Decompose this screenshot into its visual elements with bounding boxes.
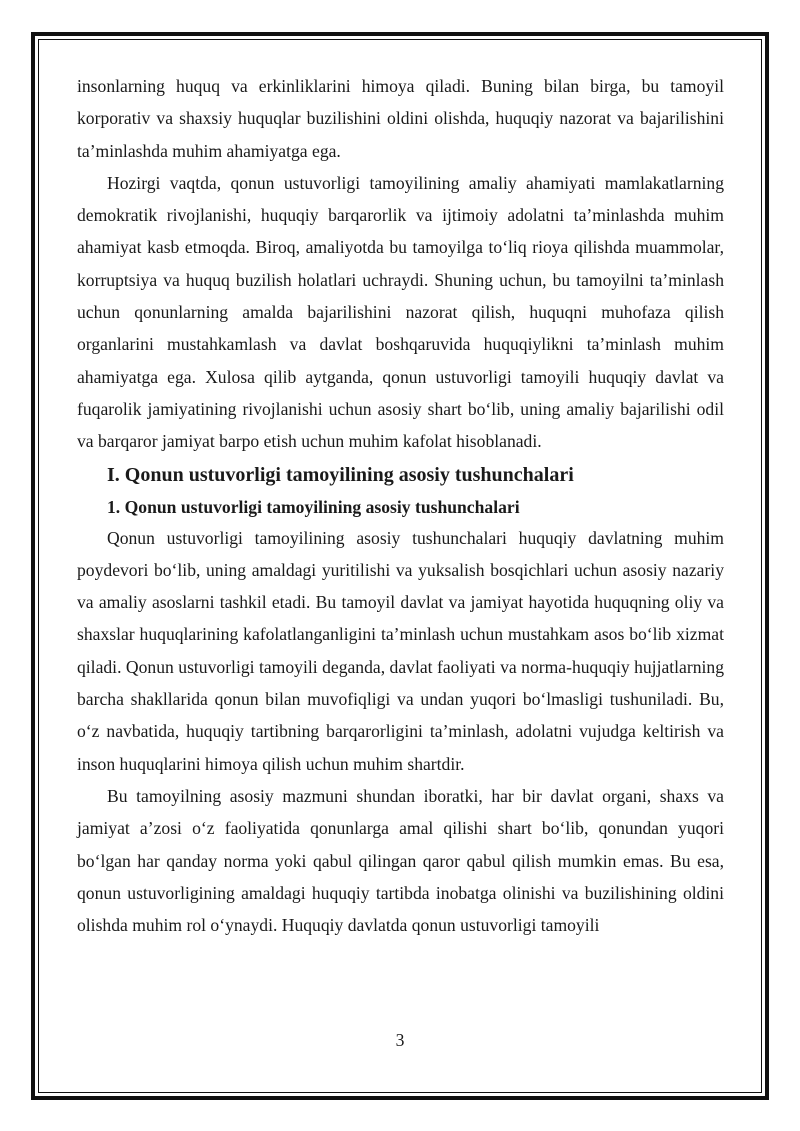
page-number: 3 bbox=[395, 1030, 405, 1050]
document-body bbox=[77, 70, 724, 941]
subsection-heading: 1. Qonun ustuvorligi tamoyilining asosiy tushunchalari bbox=[107, 496, 520, 517]
paragraph-essence: Bu tamoyilning asosiy mazmuni shundan iboratki, har bir davlat organi, shaxs va jamiyat a’zosi o‘z faoliyatida qonunlarga amal qilishi shart bo‘lib, qonundan yuqori bo‘lgan har qanday norma yoki qabul qilingan qaror qabul qilish mumkin emas. Bu esa, qonun ustuvorligining amaldagi huquqiy tartibda inobatga olinishi va buzilishining oldini olishda muhim rol o‘ynaydi. Huquqiy davlatda qonun ustuvorligi tamoyili bbox=[77, 785, 724, 936]
paragraph-continuation: insonlarning huquq va erkinliklarini himoya qiladi. Buning bilan birga, bu tamoyil korporativ va shaxsiy huquqlar buzilishini oldini olishda, huquqiy nazorat va bajarilishini ta’minlashda muhim ahamiyatga ega. bbox=[77, 76, 724, 161]
section-heading: I. Qonun ustuvorligi tamoyilining asosiy tushunchalari bbox=[107, 463, 574, 486]
paragraph-concepts: Qonun ustuvorligi tamoyilining asosiy tushunchalari huquqiy davlatning muhim poydevori bo‘lib, uning amaldagi yuritilishi va yuksalish bosqichlari uchun asosiy nazariy va amaliy asoslarni tashkil etadi. Bu tamoyil davlat va jamiyat hayotida huquqning oliy va shaxslar huquqlarining kafolatlanganligini ta’minlash uchun mustahkam asos bo‘lib xizmat qiladi. Qonun ustuvorligi tamoyili deganda, davlat faoliyati va norma-huquqiy hujjatlarning barcha shakllarida qonun bilan muvofiqligi va undan yuqori bo‘lmasligi tushuniladi. Bu, o‘z navbatida, huquqiy tartibning barqarorligini ta’minlash, adolatni vujudga keltirish va inson huquqlarini himoya qilish uchun muhim shartdir. bbox=[77, 527, 724, 774]
paragraph-conclusion: Hozirgi vaqtda, qonun ustuvorligi tamoyilining amaliy ahamiyati mamlakatlarning demokratik rivojlanishi, huquqiy barqarorlik va ijtimoiy adolatni ta’minlashda muhim ahamiyat kasb etmoqda. Biroq, amaliyotda bu tamoyilga to‘liq rioya qilishda muammolar, korruptsiya va huquq buzilish holatlari uchraydi. Shuning uchun, bu tamoyilni ta’minlash uchun qonunlarning amalda bajarilishini nazorat qilish, huquqni muhofaza qilish organlarini mustahkamlash va davlat boshqaruvida huquqiylikni ta’minlash muhim ahamiyatga ega. Xulosa qilib aytganda, qonun ustuvorligi tamoyili huquqiy davlat va fuqarolik jamiyatining rivojlanishi uchun asosiy shart bo‘lib, uning amaliy bajarilishi odil va barqaror jamiyat barpo etish uchun muhim kafolat hisoblanadi. bbox=[77, 172, 724, 452]
